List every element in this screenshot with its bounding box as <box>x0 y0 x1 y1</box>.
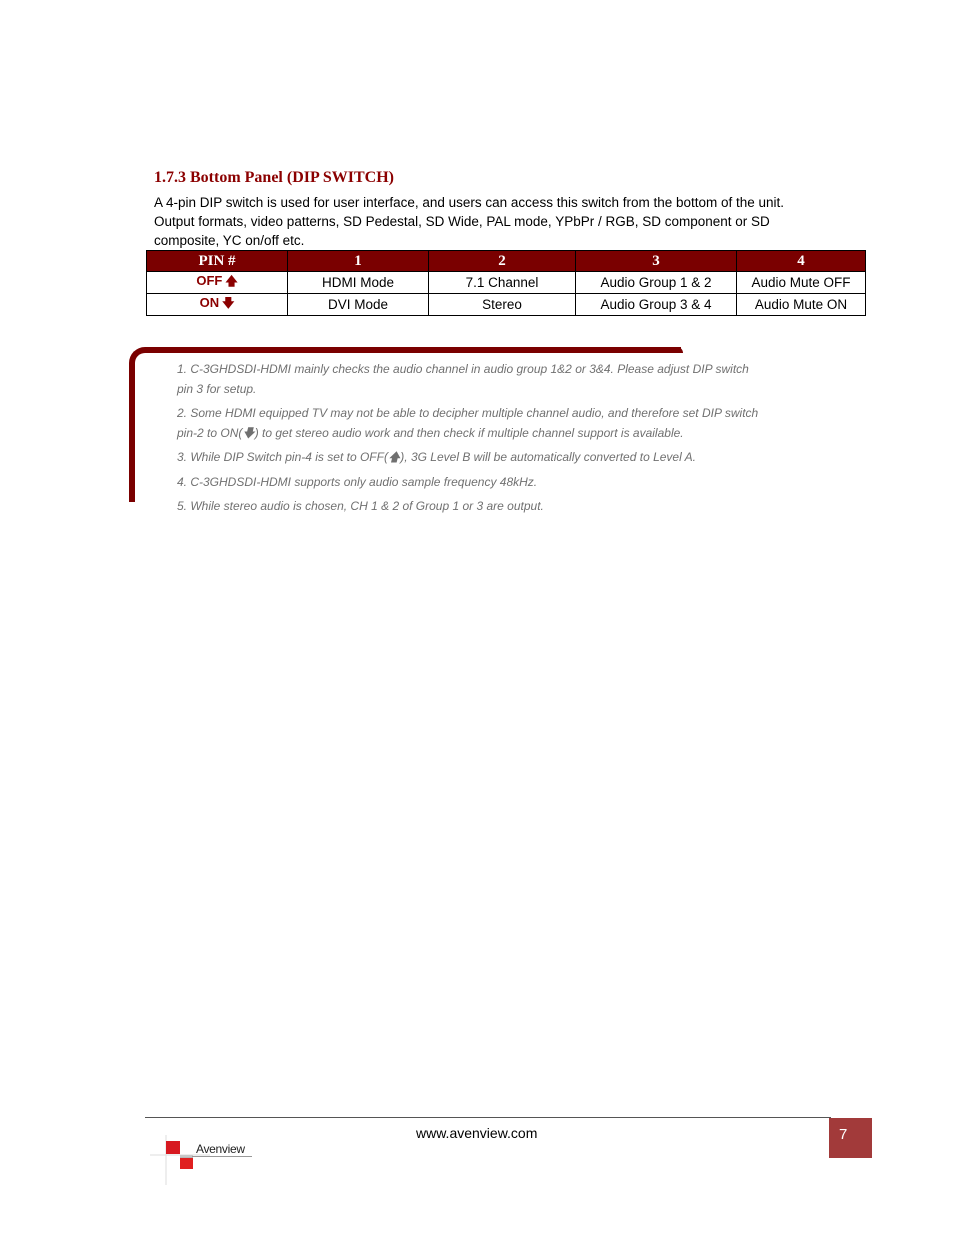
table-row <box>147 294 866 316</box>
arrow-down-icon: 🡇 <box>222 296 235 310</box>
intro-line: A 4-pin DIP switch is used for user interface, and users can access this switch from the bottom of the unit. <box>154 195 785 210</box>
header-pin-2: 2 <box>429 251 576 272</box>
dip-switch-table <box>146 250 866 316</box>
logo-underline <box>192 1156 252 1157</box>
table-cell: HDMI Mode <box>288 272 429 294</box>
header-pin-4: 4 <box>737 251 866 272</box>
note-text: 3. While DIP Switch pin-4 is set to OFF( <box>177 450 388 464</box>
row-label-off <box>147 272 288 294</box>
table-cell: DVI Mode <box>288 294 429 316</box>
table-cell: Audio Mute ON <box>737 294 866 316</box>
note-item: 5. While stereo audio is chosen, CH 1 & 2 of Group 1 or 3 are output. <box>177 499 544 513</box>
table-row <box>147 272 866 294</box>
section-heading: 1.7.3 Bottom Panel (DIP SWITCH) <box>154 169 394 186</box>
note-item <box>177 448 817 468</box>
arrow-down-icon: 🡇 <box>242 425 255 440</box>
note-text: pin 3 for setup. <box>177 381 257 396</box>
header-pin-3: 3 <box>576 251 737 272</box>
note-item <box>177 360 817 399</box>
arrow-up-icon: 🡅 <box>387 450 401 464</box>
intro-line: composite, YC on/off etc. <box>154 233 305 248</box>
footer-url[interactable]: www.avenview.com <box>416 1125 538 1141</box>
note-text: 2. Some HDMI equipped TV may not be able to decipher multiple channel audio, and therefore set DIP switch <box>177 406 759 420</box>
intro-line: Output formats, video patterns, SD Pedestal, SD Wide, PAL mode, YPbPr / RGB, SD component or SD <box>154 214 770 229</box>
table-cell: Audio Mute OFF <box>737 272 866 294</box>
row-label-on <box>147 294 288 316</box>
table-cell: Audio Group 3 & 4 <box>576 294 737 316</box>
header-pin-1: 1 <box>288 251 429 272</box>
table-header-row <box>147 251 866 272</box>
note-text: ), 3G Level B will be automatically converted to Level A. <box>400 450 696 464</box>
notes-list <box>177 360 817 522</box>
footer-divider <box>145 1117 831 1118</box>
on-label: ON <box>199 295 220 310</box>
arrow-up-icon: 🡅 <box>225 274 238 288</box>
note-text: 1. C-3GHDSDI-HDMI mainly checks the audio channel in audio group 1&2 or 3&4. Please adjust DIP switch <box>177 362 749 376</box>
table-cell: Stereo <box>429 294 576 316</box>
logo-text: Avenview <box>196 1142 245 1156</box>
note-item <box>177 404 817 443</box>
page-number: 7 <box>829 1118 872 1158</box>
note-text: ) to get stereo audio work and then check if multiple channel support is available. <box>254 425 684 440</box>
note-item: 4. C-3GHDSDI-HDMI supports only audio sample frequency 48kHz. <box>177 474 538 489</box>
note-text: pin-2 to ON( <box>177 425 243 440</box>
off-label: OFF <box>196 273 223 288</box>
intro-paragraph <box>154 193 854 250</box>
table-cell: Audio Group 1 & 2 <box>576 272 737 294</box>
header-pin: PIN # <box>147 251 288 272</box>
table-cell: 7.1 Channel <box>429 272 576 294</box>
